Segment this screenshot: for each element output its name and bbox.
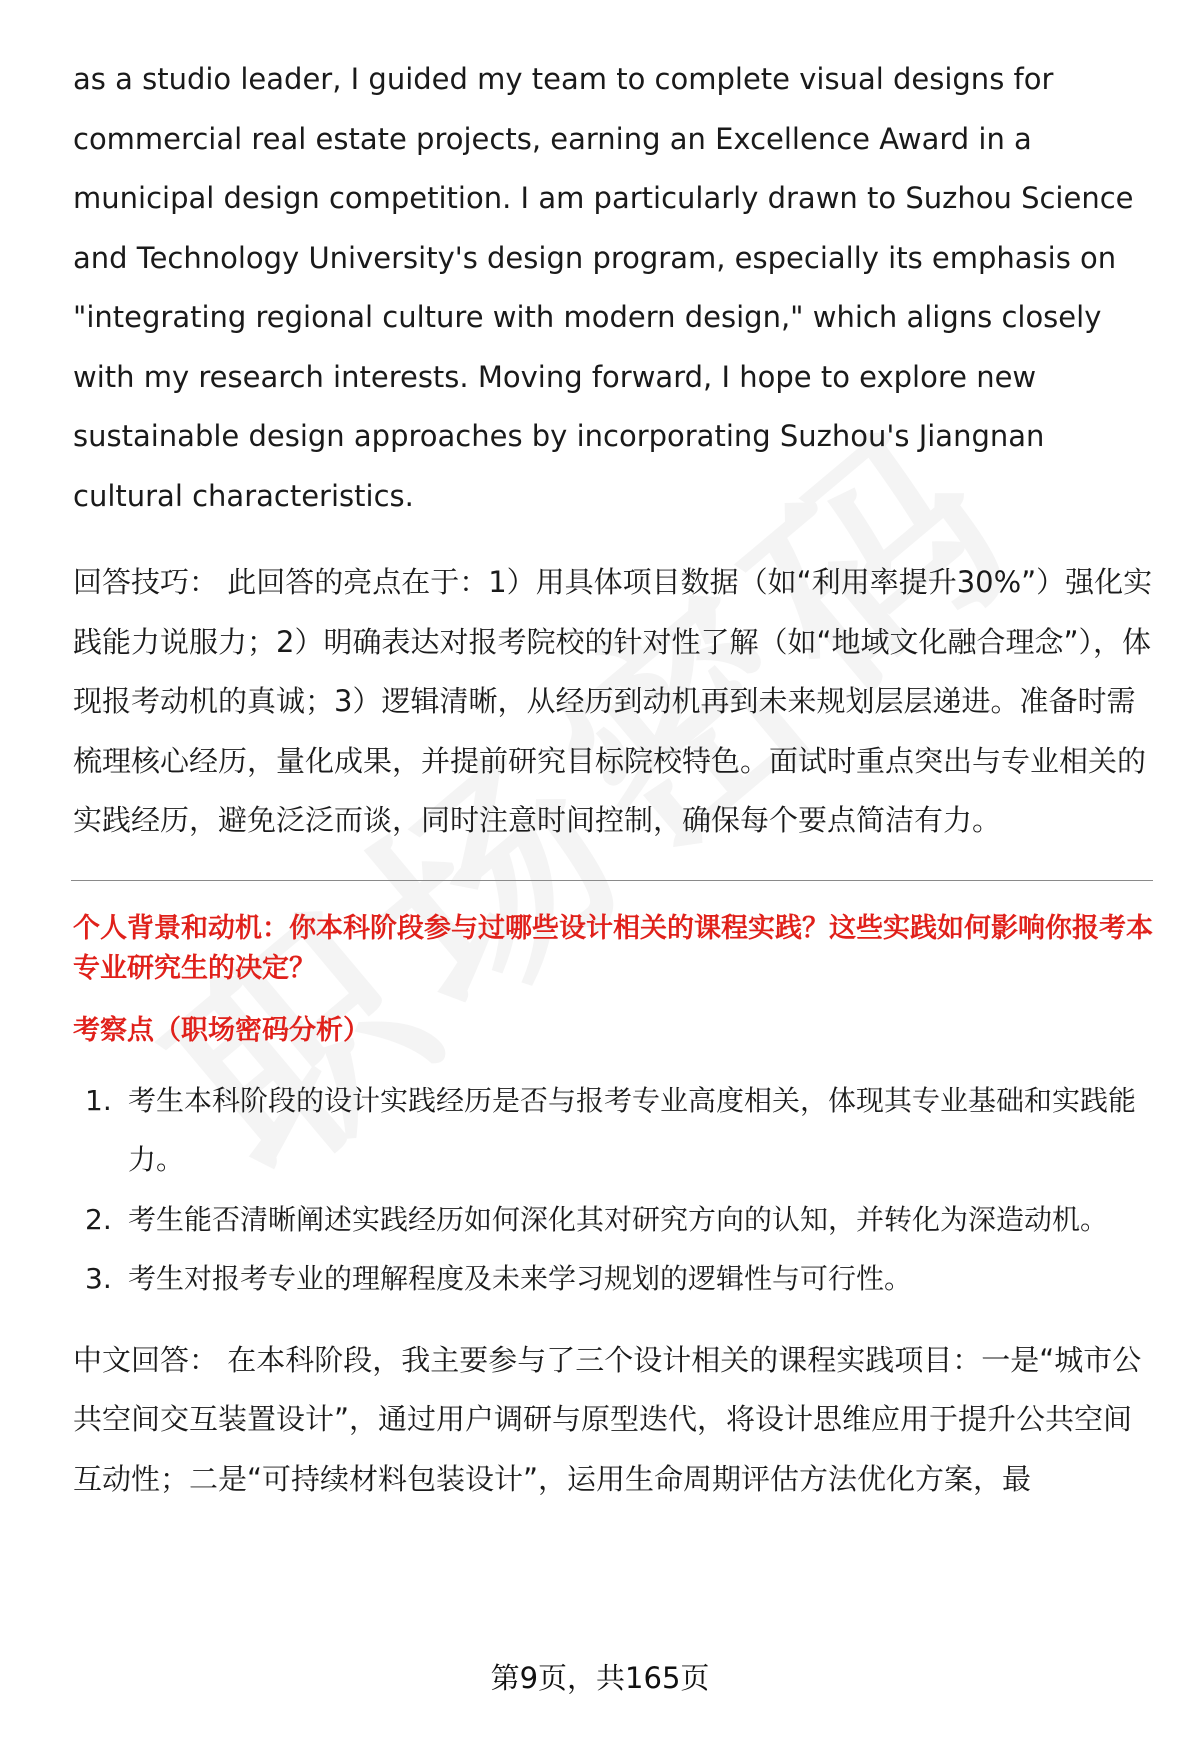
chinese-answer: 中文回答： 在本科阶段，我主要参与了三个设计相关的课程实践项目：一是“城市公共空间交互装置设计”，通过用户调研与原型迭代，将设计思维应用于提升公共空间互动性；二是“可持续材料包装设计”，运用生命周期评估方法优化方案，最 <box>73 1342 1142 1496</box>
answer-tips: 回答技巧： 此回答的亮点在于：1）用具体项目数据（如“利用率提升30%”）强化实践能力说服力；2）明确表达对报考院校的针对性了解（如“地域文化融合理念”），体现报考动机的真诚；3）逻辑清晰，从经历到动机再到未来规划层层递进。准备时需梳理核心经历，量化成果，并提前研究目标院校特色。面试时重点突出与专业相关的实践经历，避免泛泛而谈，同时注意时间控制，确保每个要点简洁有力。 <box>73 565 1153 837</box>
assessment-list <box>73 1071 1153 1309</box>
list-item: 2. 考生能否清晰阐述实践经历如何深化其对研究方向的认知，并转化为深造动机。 <box>85 1202 1109 1236</box>
list-item: 1. 考生本科阶段的设计实践经历是否与报考专业高度相关，体现其专业基础和实践能力。 <box>85 1083 1137 1176</box>
question-heading: 个人背景和动机：你本科阶段参与过哪些设计相关的课程实践？这些实践如何影响你报考本专业研究生的决定？ <box>73 912 1153 984</box>
list-item: 3. 考生对报考专业的理解程度及未来学习规划的逻辑性与可行性。 <box>85 1262 913 1295</box>
english-answer-continued: as a studio leader, I guided my team to complete visual designs for commercial real estate projects, earning an Excellence Award in a municipal design competition. I am particularly drawn to Suzhou Science and Technology University's design program, especially its emphasis on "integrating regional culture with modern design," which aligns closely with my research interests. Moving forward, I hope to explore new sustainable design approaches by incorporating Suzhou's Jiangnan cultural characteristics. <box>73 62 1134 513</box>
document-page <box>73 50 1153 1509</box>
page-number-footer: 第9页，共165页 <box>490 1661 710 1695</box>
assessment-heading: 考察点（职场密码分析） <box>73 1014 370 1046</box>
